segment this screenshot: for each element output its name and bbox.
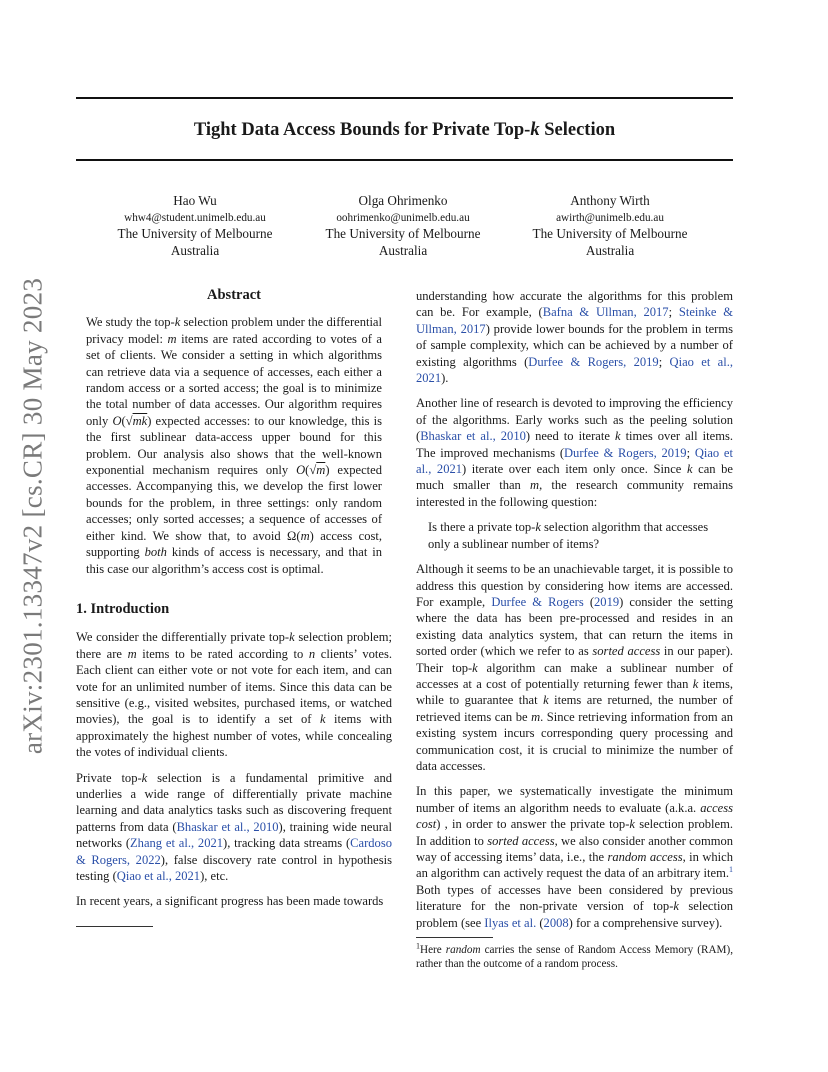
section-heading: 1. Introduction [76,600,170,617]
title-bottom-rule [76,159,733,161]
author-block [500,193,720,259]
citation-link[interactable]: Durfee & Rogers, 2019 [528,354,659,369]
citation-link[interactable]: Durfee & Rogers, 2019 [564,445,687,460]
body-paragraph: understanding how accurate the algorithms for this problem can be. For example, (Bafna & Ullman, 2017; Steinke & Ullman, 2017) provide lower bounds for the problem in terms of sample complexity, which can be achieved by a number of existing algorithms (Durfee & Rogers, 2019; Qiao et al., 2021). [416,289,734,386]
citation-link[interactable]: 2019 [594,594,620,609]
arxiv-identifier-stamp: arXiv:2301.13347v2 [cs.CR] 30 May 2023 [17,277,48,755]
citation-link[interactable]: Qiao et al., 2021 [116,869,201,883]
author-country: Australia [170,242,220,258]
author-affiliation: The University of Melbourne [325,226,481,241]
top-rule [76,97,733,99]
author-email[interactable]: awirth@unimelb.edu.au [556,211,664,224]
author-name: Hao Wu [173,193,217,208]
citation-link[interactable]: Cardoso & Rogers, 2022 [76,836,392,867]
author-email[interactable]: whw4@student.unimelb.edu.au [124,211,266,224]
author-block [85,193,305,259]
citation-link[interactable]: Steinke & Ullman, 2017 [416,305,734,336]
right-column [416,288,733,931]
citation-link[interactable]: Ilyas et al. [484,915,537,930]
author-name: Anthony Wirth [570,193,650,208]
footnote: $^1$Here random carries the sense of Random Access Memory (RAM), rather than the outcome of a random process. [416,941,733,971]
author-country: Australia [585,242,635,258]
citation-link[interactable]: Durfee & Rogers [491,594,584,609]
author-block [293,193,513,259]
body-paragraph: Although it seems to be an unachievable target, it is possible to address this question by considering how items are accessed. For example, Durfee & Rogers (2019) consider the setting where the data has been pre-processed and resides in an existing data analytics system, that can return the items in sorted order (which we refer to as sorted access in our paper). Their top-k algorithm can make a sublinear number of accesses at a cost of potentially returning fewer than k items, while to guarantee that k items are returned, the number of retrieved items can be m. Since retrieving information from an existing system incurs corresponding query processing and communication cost, it is crucial to minimize the number of data accesses. [416,562,734,773]
citation-link[interactable]: Qiao et al., 2021 [416,445,733,477]
author-name: Olga Ohrimenko [358,193,448,208]
footnote-number: 1 [416,941,420,951]
body-paragraph: Another line of research is devoted to improving the efficiency of the algorithms. Early works such as the peeling solution (Bhaskar et al., 2010) need to iterate k times over all items. The improved mechanisms (Durfee & Rogers, 2019; Qiao et al., 2021) iterate over each item only once. Since k can be much smaller than m, the research community remains interested in the following question: [416,396,733,509]
citation-link[interactable]: Qiao et al., 2021 [416,354,734,386]
research-question: Is there a private top-k selection algorithm that accesses only a sublinear number of items? [428,520,709,551]
citation-link[interactable]: 2008 [543,915,569,930]
left-column-rule [76,926,153,927]
footnote-rule [416,937,493,938]
footnote-marker[interactable]: 1 [729,865,733,875]
body-paragraph: In this paper, we systematically investigate the minimum number of items an algorithm needs to evaluate (a.k.a. access cost) , in order to answer the private top-k selection problem. In addition to sorted access, we also consider another common way of accessing items’ data, i.e., the random access, in which an algorithm can actively request the data of an arbitrary item.$^1$ Both types of accesses have been considered by previous literature for the non-private version of top-k selection problem (see Ilyas et al. (2008) for a comprehensive survey). [416,784,734,930]
citation-link[interactable]: Bafna & Ullman, 2017 [542,305,669,320]
author-email[interactable]: oohrimenko@unimelb.edu.au [336,211,470,224]
author-affiliation: The University of Melbourne [532,226,688,241]
author-country: Australia [378,242,428,258]
body-paragraph: Private top-k selection is a fundamental primitive and underlies a wide range of differentially private machine learning and data analytics tasks such as discovering frequent patterns from data (Bhaskar et al., 2010), training wide neural networks (Zhang et al., 2021), tracking data streams (Cardoso & Rogers, 2022), false discovery rate control in hypothesis testing (Qiao et al., 2021), etc. [76,770,392,883]
citation-link[interactable]: Bhaskar et al., 2010 [420,429,526,444]
body-paragraph: We consider the differentially private top-k selection problem; there are m items to be rated according to n clients’ votes. Each client can either vote or not vote for each item, and can vote for an unlimited number of items. Since this data can be sensitive (e.g., visited websites, purchased items, or watched movies), the goal is to identify a set of k items with approximately the highest number of votes, while concealing the votes of individual clients. [76,630,393,760]
paper-title: Tight Data Access Bounds for Private Top-k Selection [193,120,616,140]
left-column [76,287,392,910]
citation-link[interactable]: Zhang et al., 2021 [130,836,224,851]
abstract-text: We study the top-k selection problem under the differential privacy model: m items are rated according to votes of a set of clients. We consider a setting in which algorithms can retrieve data via a sequence of accesses, each either a random access or a sorted access; the goal is to minimize the total number of data accesses. Our algorithm requires only O(√mk) expected accesses: to our knowledge, this is the first sublinear data-access upper bound for this problem. Our analysis also shows that the well-known exponential mechanism requires only O(√m) expected accesses. Accompanying this, we develop the first lower bounds for the problem, in three settings: only random accesses; only sorted accesses; a sequence of accesses of either kind. We show that, to avoid Ω(m) access cost, supporting both kinds of access is necessary, and that in this case our algorithm’s access cost is optimal. [86,315,383,576]
citation-link[interactable]: Bhaskar et al., 2010 [176,819,279,834]
author-affiliation: The University of Melbourne [117,226,273,241]
body-paragraph: In recent years, a significant progress has been made towards [76,894,384,909]
abstract-heading: Abstract [207,287,261,303]
